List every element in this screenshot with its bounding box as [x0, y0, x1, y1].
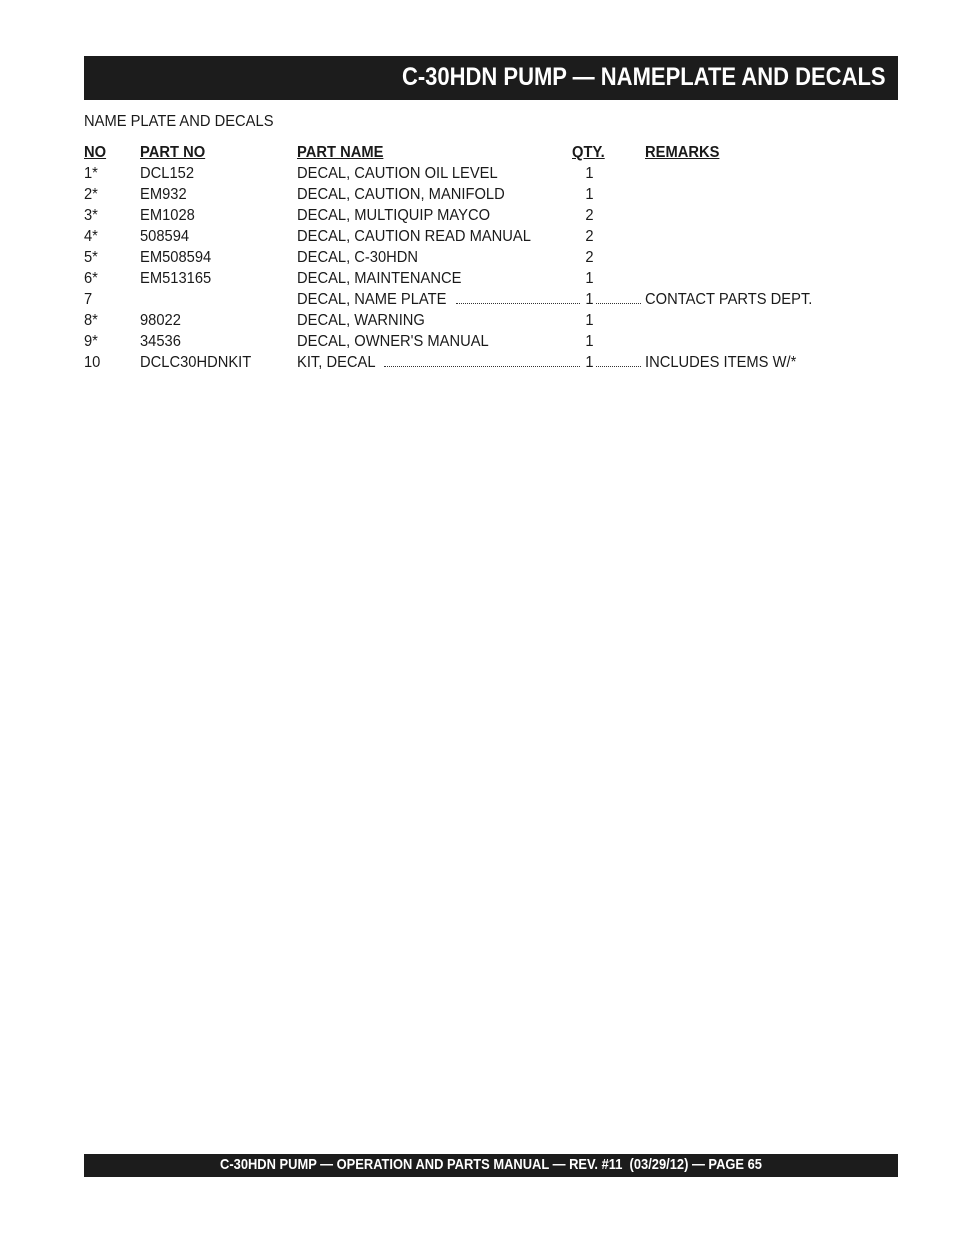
row-part-no: DCL152 [140, 165, 195, 182]
row-part-name: DECAL, C-30HDN [297, 249, 419, 266]
row-part-name: DECAL, MULTIQUIP MAYCO [297, 207, 491, 224]
dot-leader [456, 303, 580, 304]
row-qty: 1 [585, 186, 594, 203]
table-row [84, 269, 824, 290]
row-qty: 2 [585, 228, 594, 245]
row-no: 9* [84, 333, 98, 350]
column-header-remarks: REMARKS [645, 144, 720, 161]
section-title: NAME PLATE AND DECALS [84, 113, 274, 130]
row-part-name: DECAL, OWNER'S MANUAL [297, 333, 489, 350]
page-title: C-30HDN PUMP — NAMEPLATE AND DECALS [402, 63, 886, 91]
row-part-no: DCLC30HDNKIT [140, 354, 252, 371]
row-no: 1* [84, 165, 98, 182]
table-row [84, 353, 824, 374]
table-row [84, 332, 824, 353]
table-row [84, 290, 824, 311]
row-part-name: DECAL, CAUTION OIL LEVEL [297, 165, 498, 182]
table-row [84, 185, 824, 206]
row-part-no: EM508594 [140, 249, 212, 266]
dot-leader [384, 366, 580, 367]
table-row [84, 206, 824, 227]
dot-leader [596, 303, 641, 304]
row-part-no: 34536 [140, 333, 181, 350]
dot-leader [596, 366, 641, 367]
page-header-bar [84, 56, 898, 100]
row-qty: 2 [585, 207, 594, 224]
row-part-name: KIT, DECAL [297, 354, 376, 371]
table-row [84, 311, 824, 332]
row-part-name: DECAL, MAINTENANCE [297, 270, 462, 287]
row-no: 3* [84, 207, 98, 224]
table-row [84, 248, 824, 269]
row-no: 4* [84, 228, 98, 245]
parts-table [84, 143, 824, 374]
table-row [84, 164, 824, 185]
row-no: 7 [84, 291, 93, 308]
row-qty: 1 [585, 291, 594, 308]
row-no: 10 [84, 354, 101, 371]
row-part-no: 508594 [140, 228, 190, 245]
row-no: 6* [84, 270, 98, 287]
column-header-no: NO [84, 144, 107, 161]
row-part-no: EM932 [140, 186, 187, 203]
row-no: 2* [84, 186, 98, 203]
row-no: 8* [84, 312, 98, 329]
row-part-name: DECAL, CAUTION, MANIFOLD [297, 186, 505, 203]
table-header-row [84, 143, 824, 164]
page-footer-bar [84, 1154, 898, 1177]
table-row [84, 227, 824, 248]
row-remarks: INCLUDES ITEMS W/* [645, 354, 797, 371]
row-remarks: CONTACT PARTS DEPT. [645, 291, 813, 308]
row-no: 5* [84, 249, 98, 266]
row-qty: 1 [585, 333, 594, 350]
row-qty: 1 [585, 312, 594, 329]
row-part-no: EM1028 [140, 207, 195, 224]
row-part-name: DECAL, WARNING [297, 312, 425, 329]
row-qty: 2 [585, 249, 594, 266]
row-qty: 1 [585, 165, 594, 182]
row-part-no: EM513165 [140, 270, 212, 287]
row-part-no: 98022 [140, 312, 181, 329]
column-header-qty: QTY. [572, 144, 605, 161]
column-header-part-name: PART NAME [297, 144, 384, 161]
column-header-part-no: PART NO [140, 144, 206, 161]
row-part-name: DECAL, NAME PLATE [297, 291, 447, 308]
row-part-name: DECAL, CAUTION READ MANUAL [297, 228, 531, 245]
row-qty: 1 [585, 354, 594, 371]
footer-text: C-30HDN PUMP — OPERATION AND PARTS MANUAL — REV. #11 (03/29/12) — PAGE 65 [220, 1156, 762, 1173]
row-qty: 1 [585, 270, 594, 287]
